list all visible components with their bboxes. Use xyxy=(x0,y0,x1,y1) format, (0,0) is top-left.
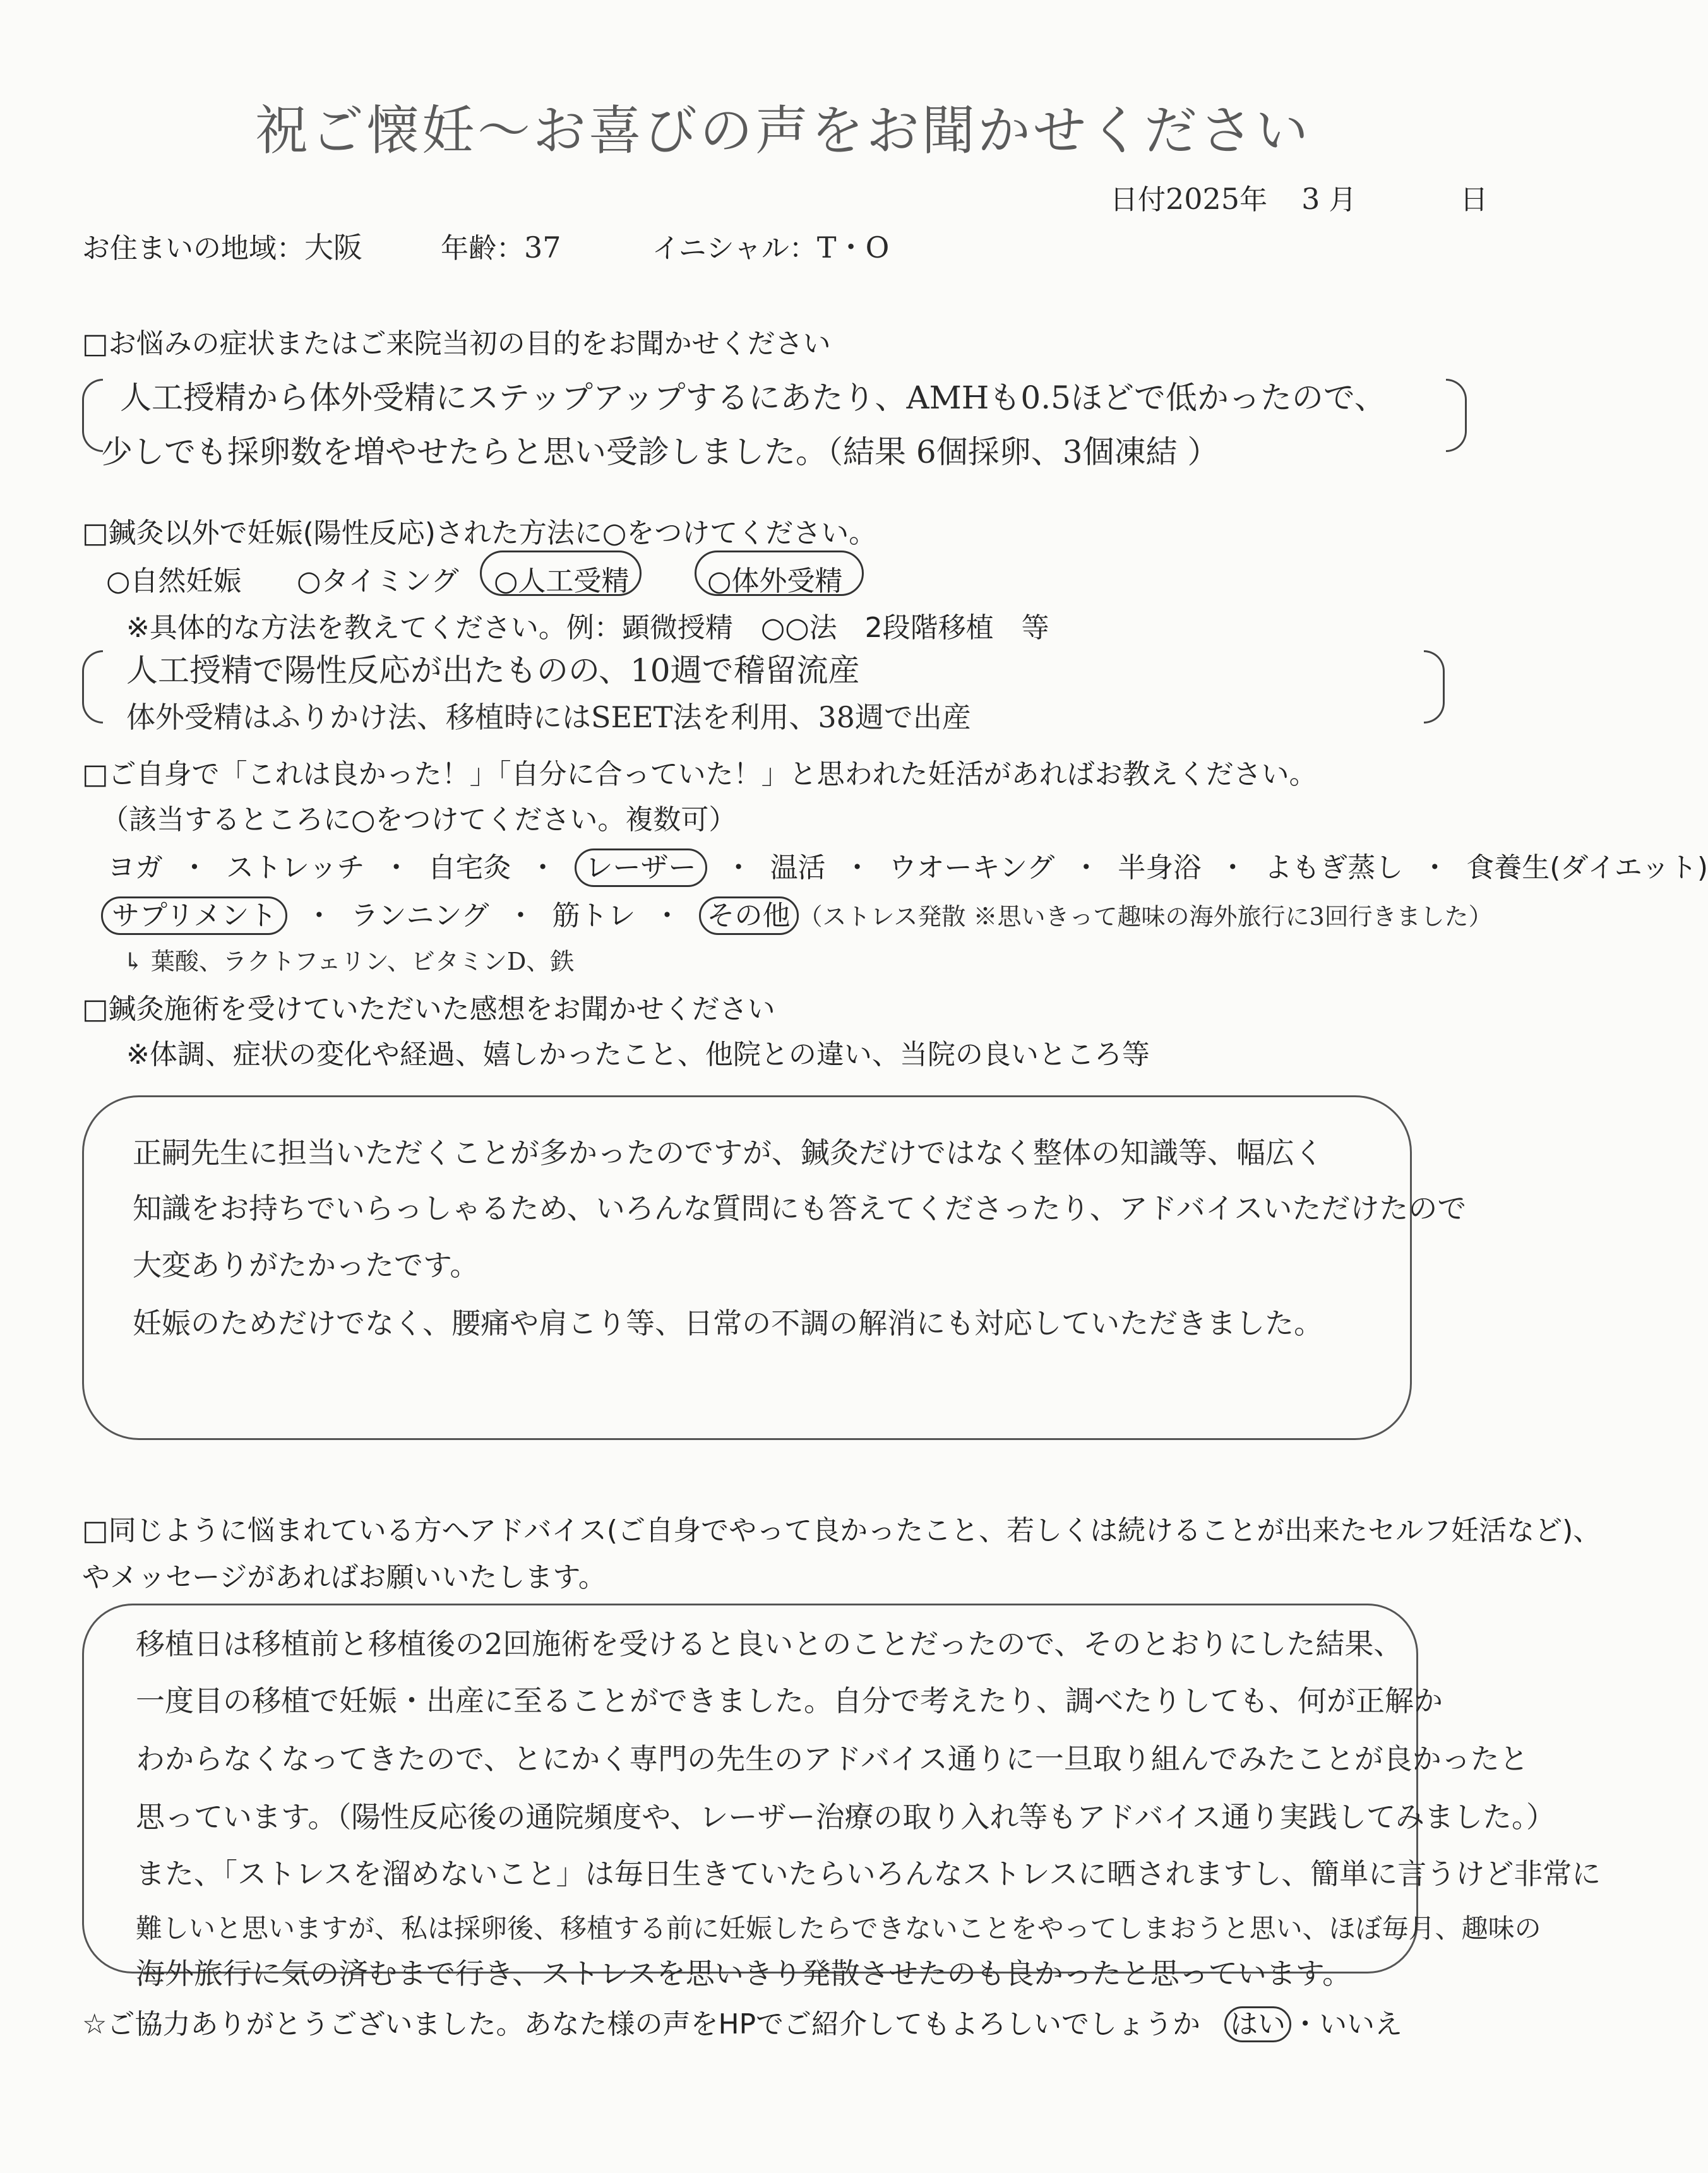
q5-answer-line-4: 思っています。（陽性反応後の通院頻度や、レーザー治療の取り入れ等もアドバイス通り実践してみました。） xyxy=(136,1800,1556,1834)
q5-answer-line-6: 難しいと思いますが、私は採卵後、移植する前に妊娠したらできないことをやってしまおうと思い、ほぼ毎月、趣味の xyxy=(136,1913,1541,1944)
separator: ・ xyxy=(506,900,535,932)
q4-answer-line-3: 大変ありがたかったです。 xyxy=(133,1248,479,1282)
q2-option-natural: ○自然妊娠 xyxy=(106,565,242,597)
q3-item-yomogi: よもぎ蒸し xyxy=(1264,852,1404,884)
page-title: 祝ご懐妊〜お喜びの声をお聞かせください xyxy=(254,100,1311,162)
q4-answer-line-2: 知識をお持ちでいらっしゃるため、いろんな質問にも答えてくださったり、アドバイスいただけたので xyxy=(133,1191,1467,1225)
q1-answer-line-1: 人工授精から体外受精にステップアップするにあたり、AMHも0.5ほどで低かったので、 xyxy=(120,379,1386,416)
q1-bracket-left xyxy=(82,379,103,452)
initial-value: T・O xyxy=(816,230,890,265)
q2-answer-line-1: 人工授精で陽性反応が出たものの、10週で稽留流産 xyxy=(126,652,860,689)
q2-answer-line-2: 体外受精はふりかけ法、移植時にはSEET法を利用、38週で出産 xyxy=(126,700,971,734)
q2-option-artificial: ○人工受精 xyxy=(494,565,630,597)
q3-item-moxa: 自宅灸 xyxy=(427,852,511,884)
q4-note: ※体調、症状の変化や経過、嬉しかったこと、他院との違い、当院の良いところ等 xyxy=(126,1039,1150,1071)
date-day-unit: 日 xyxy=(1460,184,1488,216)
date-month-unit: 月 xyxy=(1329,184,1357,216)
age-value: 37 xyxy=(524,230,561,265)
q2-note: ※具体的な方法を教えてください。例：顕微授精 ○○法 2段階移植 等 xyxy=(126,612,1049,644)
footer-line xyxy=(82,2001,1402,2042)
separator: ・ xyxy=(181,852,208,884)
region-value: 大阪 xyxy=(304,230,362,265)
q3-item-other: その他 xyxy=(699,896,799,935)
separator: ・ xyxy=(382,852,410,884)
q5-answer-line-2: 一度目の移植で妊娠・出産に至ることができました。自分で考えたり、調べたりしても、何が正解か xyxy=(136,1684,1443,1718)
q5-answer-line-5: また、「ストレスを溜めないこと」は毎日生きていたらいろんなストレスに晒されますし、簡単に言うけど非常に xyxy=(136,1857,1601,1891)
region-label: お住まいの地域： xyxy=(82,232,304,265)
q3-item-supplement: サプリメント xyxy=(101,896,287,935)
separator: ・ xyxy=(1219,852,1247,884)
footer-yes-circled: はい xyxy=(1224,2006,1291,2042)
q3-item-yoga: ヨガ xyxy=(107,852,163,884)
q3-item-diet: 食養生(ダイエット) xyxy=(1466,852,1708,884)
q4-answer-line-4: 妊娠のためだけでなく、腰痛や肩こり等、日常の不調の解消にも対応していただきました。 xyxy=(133,1306,1323,1340)
q3-item-warm: 温活 xyxy=(770,852,826,884)
info-line xyxy=(82,225,889,266)
q3-item-halfbath: 半身浴 xyxy=(1118,852,1202,884)
q3-item-stretch: ストレッチ xyxy=(226,852,365,884)
q1-answer-line-2: 少しでも採卵数を増やせたらと思い受診しました。（結果 6個採卵、3個凍結 ） xyxy=(101,434,1219,470)
q3-item-training: 筋トレ xyxy=(552,900,636,932)
separator: ・ xyxy=(843,852,871,884)
footer-no: いいえ xyxy=(1319,2008,1403,2040)
date-month: 3 xyxy=(1301,182,1320,216)
q3-item-running: ランニング xyxy=(350,900,489,932)
q3-note: （該当するところに○をつけてください。複数可） xyxy=(101,804,737,836)
q4-question: □鍼灸施術を受けていただいた感想をお聞かせください xyxy=(82,993,775,1025)
age-label: 年齢： xyxy=(441,232,524,265)
initial-label: イニシャル： xyxy=(652,232,817,265)
q2-bracket-right xyxy=(1424,650,1445,723)
q3-row-2 xyxy=(101,893,1493,933)
q5-question-line-1: □同じように悩まれている方へアドバイス(ご自身でやって良かったこと、若しくは続けることが出来たセルフ妊活など)、 xyxy=(82,1515,1601,1547)
date-line xyxy=(1110,177,1488,217)
q2-option-ivf: ○体外受精 xyxy=(707,565,843,597)
date-year: 2025 xyxy=(1166,182,1240,216)
q2-question: □鍼灸以外で妊娠(陽性反応)された方法に○をつけてください。 xyxy=(82,517,877,549)
q3-item-laser: レーザー xyxy=(575,848,707,887)
q3-row-1 xyxy=(107,845,1708,885)
q1-question: □お悩みの症状またはご来院当初の目的をお聞かせください xyxy=(82,328,831,360)
q3-other-answer: （ストレス発散 ※思いきって趣味の海外旅行に3回行きました） xyxy=(798,903,1493,931)
q4-answer-line-1: 正嗣先生に担当いただくことが多かったのですが、鍼灸だけではなく整体の知識等、幅広く xyxy=(133,1136,1323,1170)
footer-text: ☆ご協力ありがとうございました。あなた様の声をHPでご紹介してもよろしいでしょうか xyxy=(82,2008,1201,2040)
q5-answer-line-7: 海外旅行に気の済むまで行き、ストレスを思いきり発散させたのも良かったと思っています。 xyxy=(136,1956,1352,1991)
q5-answer-line-3: わからなくなってきたので、とにかく専門の先生のアドバイス通りに一旦取り組んでみたことが良かったと xyxy=(136,1742,1529,1776)
date-year-unit: 年 xyxy=(1239,184,1268,216)
q3-question: □ご自身で「これは良かった！」「自分に合っていた！」と思われた妊活があればお教えください。 xyxy=(82,758,1317,790)
separator: ・ xyxy=(305,900,333,932)
separator: ・ xyxy=(724,852,753,884)
q1-bracket-right xyxy=(1446,379,1467,452)
separator: ・ xyxy=(1072,852,1101,884)
q3-item-walking: ウオーキング xyxy=(888,852,1055,884)
q5-question-line-2: やメッセージがあればお願いいたします。 xyxy=(82,1561,606,1593)
q3-supplement-answer: ↳ 葉酸、ラクトフェリン、ビタミンD、鉄 xyxy=(123,948,575,975)
separator: ・ xyxy=(653,900,681,932)
q2-option-timing: ○タイミング xyxy=(297,565,459,597)
q2-bracket-left xyxy=(82,650,103,723)
q5-answer-line-1: 移植日は移植前と移植後の2回施術を受けると良いとのことだったので、そのとおりにした結果、 xyxy=(136,1627,1403,1661)
footer-separator: ・ xyxy=(1291,2008,1320,2040)
separator: ・ xyxy=(529,852,557,884)
separator: ・ xyxy=(1421,852,1449,884)
date-label: 日付 xyxy=(1110,184,1166,216)
